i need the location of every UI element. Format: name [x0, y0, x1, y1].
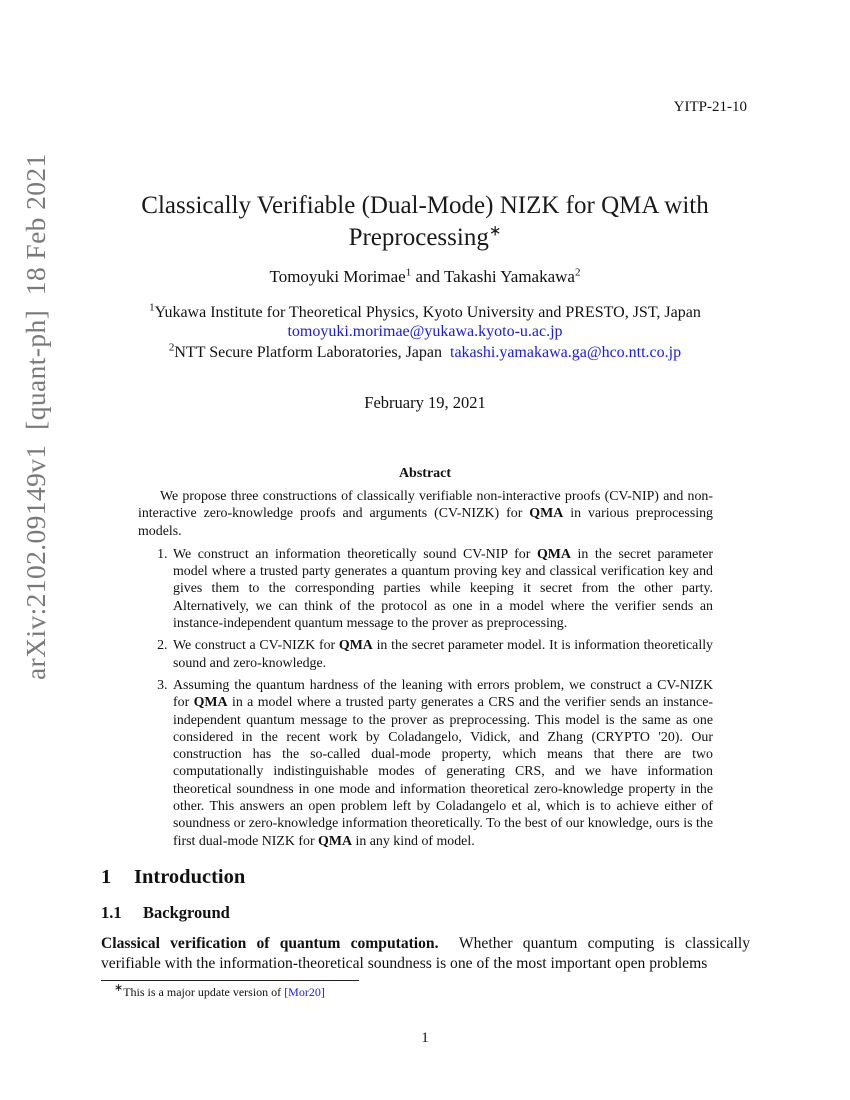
list-item-text: Assuming the quantum hardness of the leaning with errors problem, we construct a CV-NIZK for [173, 677, 713, 711]
section-number: 1 [101, 866, 112, 888]
arxiv-date: 18 Feb 2021 [20, 153, 51, 296]
list-item-qma: QMA [193, 695, 228, 711]
page-number: 1 [421, 1030, 429, 1046]
paragraph-text: Whether quantum computing is classically verifiable with the information-theoretical soundness is one of the most important open problems [101, 935, 751, 972]
affiliation-2-mark: 2 [168, 341, 175, 354]
list-item-text: in the secret parameter model where a trusted party generates a quantum proving key and classical verification key and gives them to the corresponding parties while keeping it secret from the other party. Alternatively, we can think of the protocol as one in a model where the verifier sends an instance-independent quantum message to the prover as preprocessing. [173, 546, 713, 632]
abstract-list [138, 546, 713, 850]
list-item-text: in a model where a trusted party generates a CRS and the verifier sends an instance-independent quantum message to the prover as preprocessing. This model is the same as one considered in the recent work by Coladangelo, Vidick, and Zhang (CRYPTO '20). Our construction has the so-called dual-mode property, which means that there are two computationally indistinguishable modes of generating CRS, and we have information theoretical soundness in one mode and information theoretical zero-knowledge property in the other. This answers an open problem left by Coladangelo et al, which is to achieve either of soundness or zero-knowledge information theoretically. To the best of our knowledge, ours is the first dual-mode NIZK for [173, 695, 714, 849]
list-item [171, 637, 713, 672]
intro-paragraph [101, 934, 750, 973]
author-1: Tomoyuki Morimae [269, 267, 406, 286]
list-item-qma: QMA [536, 546, 571, 562]
title-footnote-mark: ∗ [488, 223, 502, 240]
subsection-title: Background [143, 903, 230, 922]
list-item-text: in any kind of model. [352, 833, 475, 849]
author-1-mark: 1 [405, 266, 412, 279]
footnote [114, 982, 325, 1000]
paper-title [110, 190, 740, 254]
list-item-text: We construct a CV-NIZK for [173, 638, 339, 654]
title-line-2 [110, 222, 740, 254]
list-item-qma: QMA [338, 638, 373, 654]
affiliation-1-line [80, 303, 770, 322]
title-line-1: Classically Verifiable (Dual-Mode) NIZK for QMA with [141, 192, 709, 219]
list-item [171, 677, 713, 850]
list-item-qma: QMA [318, 833, 352, 849]
affiliation-1-email-line [80, 322, 770, 341]
subsection-number: 1.1 [101, 903, 122, 922]
section-heading [101, 866, 245, 889]
footnote-text: This is a major update version of [123, 985, 285, 999]
affiliation-1 [80, 303, 770, 341]
abstract-heading: Abstract [398, 466, 452, 481]
footnote-rule [101, 980, 359, 981]
subsection-heading [101, 903, 230, 923]
footnote-mark: ∗ [114, 982, 124, 994]
paragraph-heading: Classical verification of quantum computation. [101, 935, 439, 952]
footnote-citation-link[interactable]: [Mor20] [284, 985, 325, 999]
paper-date: February 19, 2021 [364, 393, 486, 412]
arxiv-category: [quant-ph] [20, 309, 51, 430]
title-line-2-text: Preprocessing [348, 224, 489, 251]
author-connector: and [411, 267, 444, 286]
arxiv-id[interactable]: arXiv:2102.09149v1 [20, 444, 51, 680]
abstract-intro-text: We propose three constructions of classically verifiable non-interactive proofs (CV-NIP) and non-interactive zero-knowledge proofs and arguments (CV-NIZK) for [138, 489, 713, 522]
abstract-intro-qma: QMA [529, 506, 564, 522]
authors [110, 267, 740, 287]
report-number: YITP-21-10 [673, 99, 747, 115]
author-2: Takashi Yamakawa [443, 267, 575, 286]
arxiv-stamp [20, 153, 60, 680]
list-item [171, 546, 713, 632]
abstract-body [138, 488, 713, 855]
affiliation-1-email[interactable]: tomoyuki.morimae@yukawa.kyoto-u.ac.jp [287, 323, 563, 340]
list-item-text: in the secret parameter model. It is information theoretically sound and zero-knowledge. [173, 638, 713, 671]
abstract-intro [138, 488, 713, 540]
abstract-intro-end: in various preprocessing models. [138, 506, 713, 539]
affiliation-2 [80, 343, 770, 362]
affiliation-1-text: Yukawa Institute for Theoretical Physics, Kyoto University and PRESTO, JST, Japan [154, 304, 701, 321]
affiliation-2-email[interactable]: takashi.yamakawa.ga@hco.ntt.co.jp [450, 344, 682, 361]
affiliation-1-mark: 1 [149, 301, 155, 314]
affiliation-2-text: NTT Secure Platform Laboratories, Japan [174, 344, 442, 361]
section-title: Introduction [134, 866, 246, 888]
author-2-mark: 2 [574, 266, 581, 279]
list-item-text: We construct an information theoretically sound CV-NIP for [173, 546, 537, 562]
